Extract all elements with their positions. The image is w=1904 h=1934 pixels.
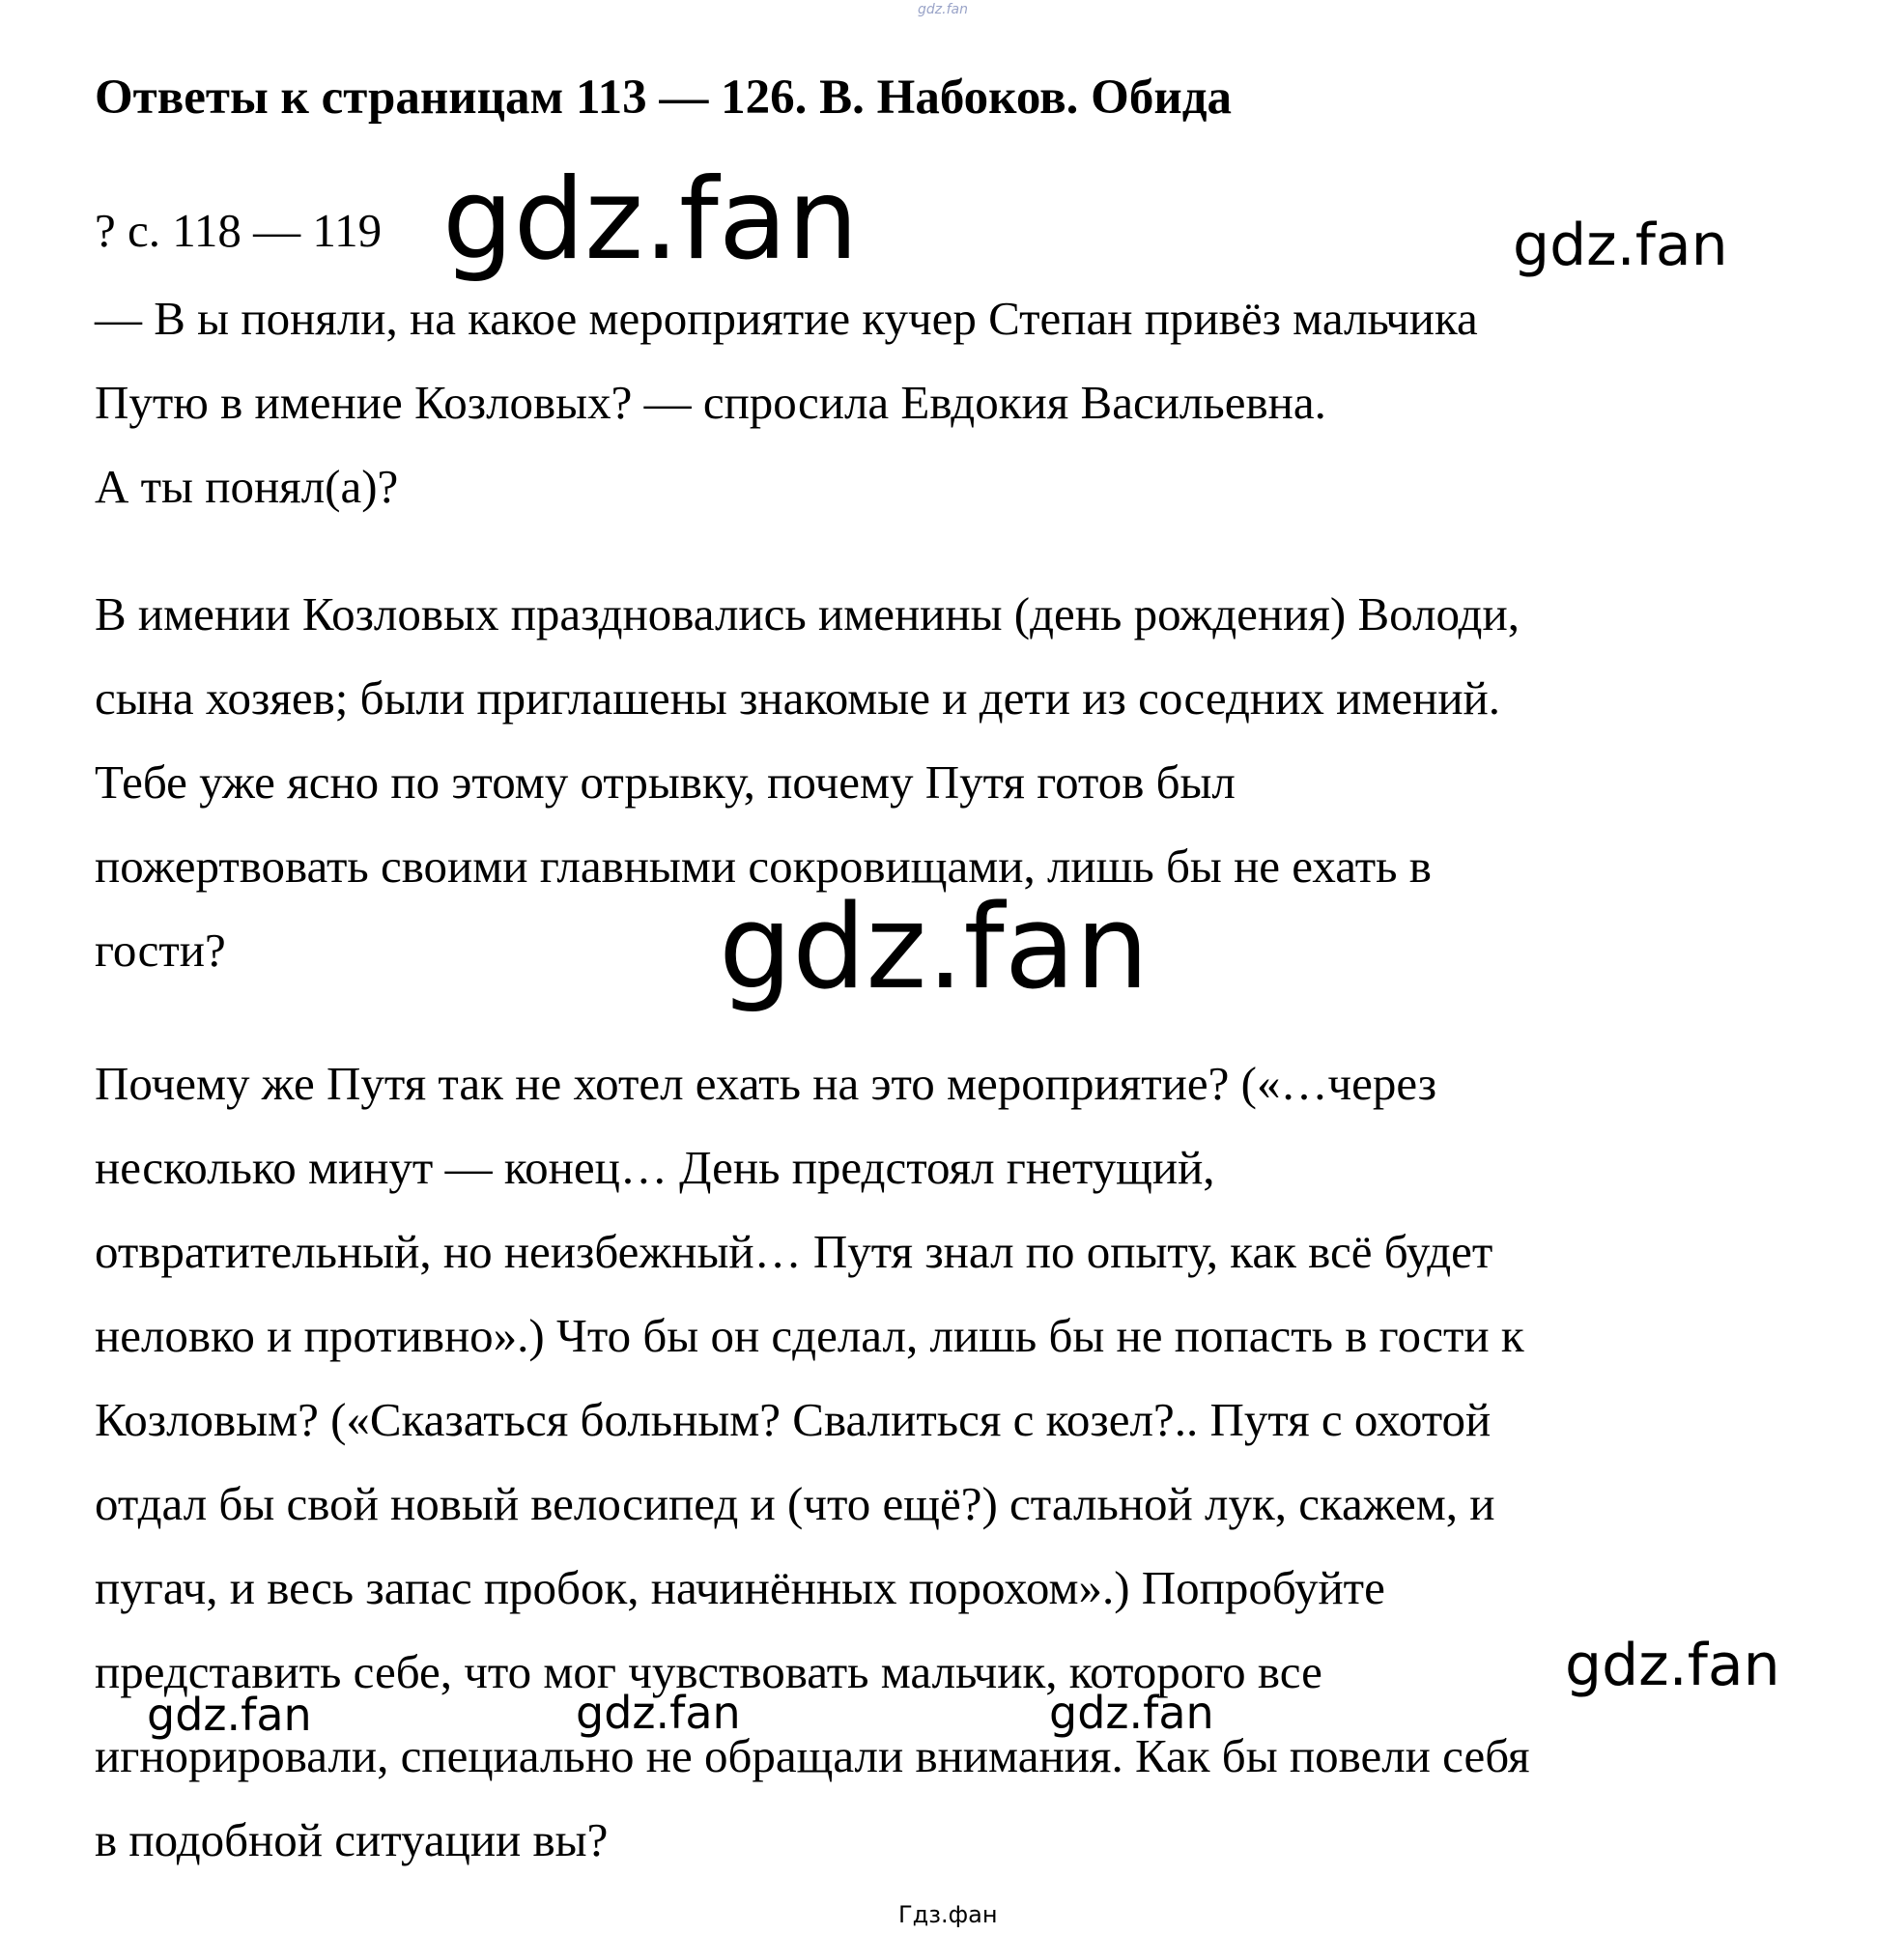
why-line: неловко и противно».) Что бы он сделал, лишь бы не попасть в гости к [95, 1309, 1524, 1362]
why-line: отдал бы свой новый велосипед и (что ещё?) стальной лук, скажем, и [95, 1477, 1495, 1530]
why-line: игнорировали, специально не обращали внимания. Как бы повели себя [95, 1729, 1530, 1782]
watermark-big-top: gdz.fan [442, 155, 859, 285]
page-title: Ответы к страницам 113 — 126. В. Набоков. Обида [95, 71, 1233, 125]
pages-reference: ? с. 118 — 119 [95, 204, 383, 257]
watermark-right-top: gdz.fan [1513, 212, 1728, 279]
answer-line: гости? [95, 924, 226, 977]
why-line: представить себе, что мог чувствовать мальчик, которого все [95, 1645, 1322, 1698]
watermark-bottom-mid: gdz.fan [576, 1687, 741, 1739]
why-paragraph [95, 1041, 1833, 1882]
page-footer: Гдз.фан [898, 1901, 998, 1928]
question-paragraph [95, 276, 1833, 528]
answer-line: пожертвовать своими главными сокровищами, лишь бы не ехать в [95, 839, 1432, 893]
question-line: А ты понял(а)? [95, 460, 399, 513]
why-line: несколько минут — конец… День предстоял гнетущий, [95, 1141, 1215, 1194]
why-line: Козловым? («Сказаться больным? Свалиться с козел?.. Путя с охотой [95, 1393, 1492, 1446]
watermark-center: gdz.fan [719, 881, 1150, 1015]
watermark-bottom-left: gdz.fan [147, 1689, 312, 1741]
why-line: пугач, и весь запас пробок, начинённых порохом».) Попробуйте [95, 1561, 1385, 1614]
answer-line: В имении Козловых праздновались именины (день рождения) Володи, [95, 587, 1520, 640]
why-line: отвратительный, но неизбежный… Путя знал по опыту, как всё будет [95, 1225, 1493, 1278]
top-watermark: gdz.fan [918, 2, 968, 17]
why-line: в подобной ситуации вы? [95, 1813, 609, 1866]
question-line: — В ы поняли, на какое мероприятие кучер Степан привёз мальчика [95, 292, 1478, 345]
answer-line: сына хозяев; были приглашены знакомые и дети из соседних имений. [95, 671, 1501, 725]
watermark-right-bottom: gdz.fan [1565, 1632, 1780, 1699]
why-line: Почему же Путя так не хотел ехать на это мероприятие? («…через [95, 1057, 1437, 1110]
watermark-bottom-right: gdz.fan [1049, 1687, 1214, 1739]
question-line: Путю в имение Козловых? — спросила Евдокия Васильевна. [95, 376, 1326, 429]
answer-line: Тебе уже ясно по этому отрывку, почему Путя готов был [95, 755, 1236, 809]
